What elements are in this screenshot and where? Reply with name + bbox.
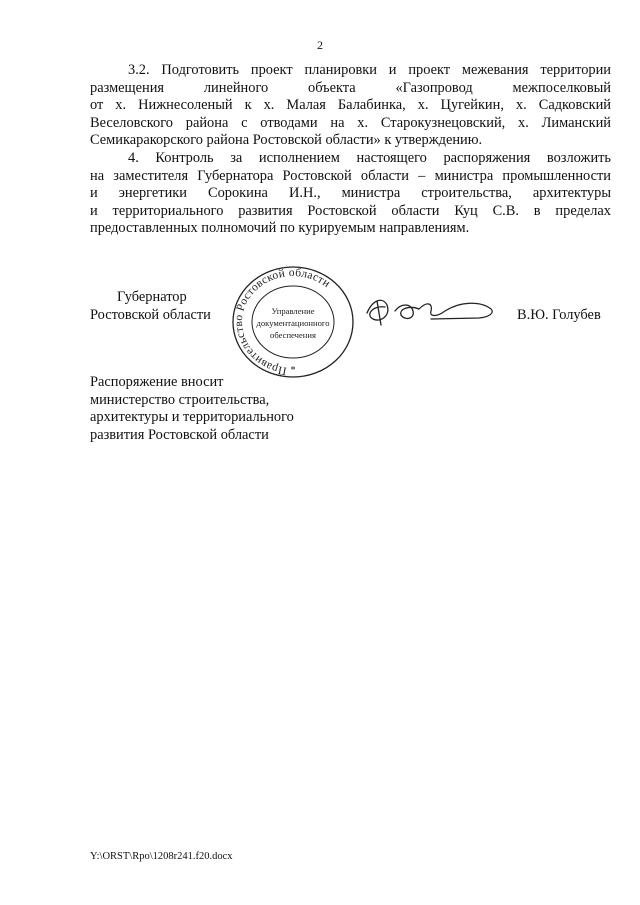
note-line: развития Ростовской области bbox=[90, 426, 269, 443]
note-line: архитектуры и территориального bbox=[90, 409, 294, 426]
signatory-title bbox=[90, 289, 211, 324]
document-body bbox=[90, 62, 611, 238]
handwritten-signature bbox=[361, 291, 496, 331]
submission-note bbox=[90, 374, 294, 444]
note-line: министерство строительства, bbox=[90, 391, 270, 408]
seal-star: * bbox=[290, 365, 296, 376]
seal-center-line3: обеспечения bbox=[270, 330, 316, 340]
paragraph-line: 4. Контроль за исполнением настоящего распоряжения возложить bbox=[128, 149, 611, 166]
paragraph-line: от х. Нижнесоленый к х. Малая Балабинка, х. Цугейкин, х. Садковский bbox=[90, 97, 611, 114]
official-seal-stamp bbox=[228, 265, 358, 383]
paragraph-line: Семикаракорского района Ростовской области» к утверждению. bbox=[90, 132, 483, 149]
seal-ring-text: Правительство Ростовской области bbox=[232, 266, 333, 377]
paragraph-3-2 bbox=[90, 62, 611, 150]
signatory-title-line1: Губернатор bbox=[117, 289, 187, 305]
paragraph-line: и территориального развития Ростовской области Куц С.В. в пределах bbox=[90, 202, 611, 219]
page-number: 2 bbox=[317, 38, 323, 52]
paragraph-line: размещения линейного объекта «Газопровод межпоселковый bbox=[90, 79, 611, 96]
paragraph-line: предоставленных полномочий по курируемым направлениям. bbox=[90, 220, 470, 237]
paragraph-line: 3.2. Подготовить проект планировки и проект межевания территории bbox=[128, 62, 611, 78]
signatory-name: В.Ю. Голубев bbox=[517, 307, 601, 323]
seal-center-line2: документационного bbox=[256, 318, 330, 328]
paragraph-line: Веселовского района с отводами на х. Старокузнецовский, х. Лиманский bbox=[90, 114, 611, 131]
footer-file-path: Y:\ORST\Rpo\1208r241.f20.docx bbox=[90, 851, 233, 862]
signatory-title-line2: Ростовской области bbox=[90, 306, 211, 323]
paragraph-4 bbox=[90, 150, 611, 238]
seal-center-line1: Управление bbox=[271, 306, 315, 316]
paragraph-line: и энергетики Сорокина И.Н., министра строительства, архитектуры bbox=[90, 185, 611, 202]
note-line: Распоряжение вносит bbox=[90, 374, 224, 390]
paragraph-line: на заместителя Губернатора Ростовской области – министра промышленности bbox=[90, 167, 611, 184]
